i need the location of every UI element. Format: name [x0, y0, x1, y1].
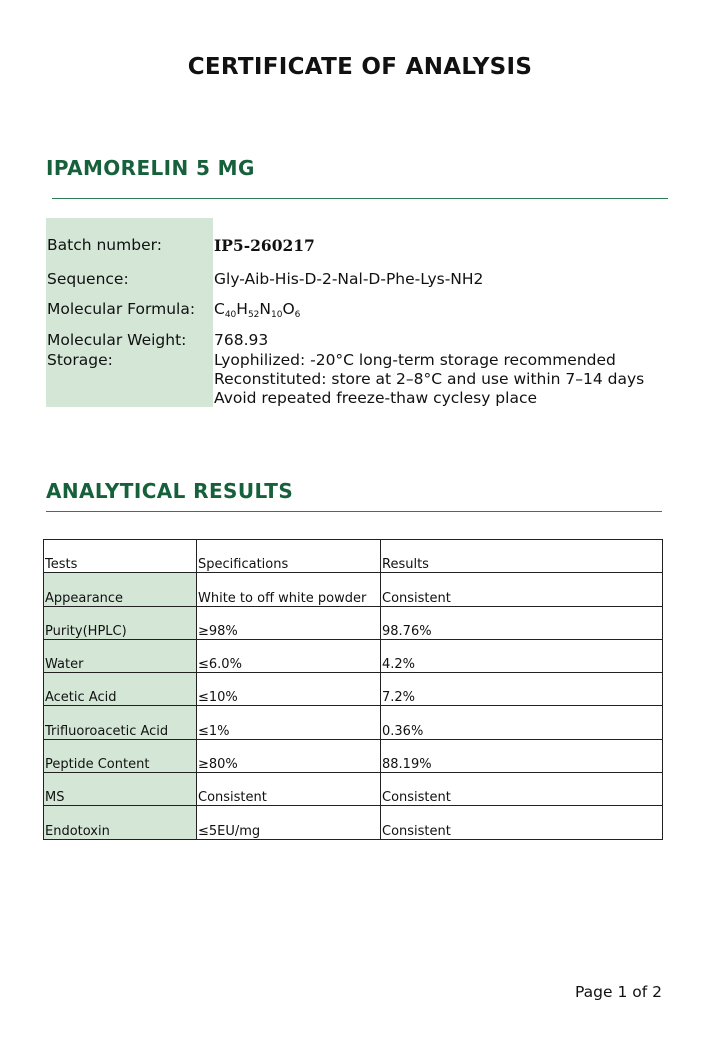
table-row — [44, 739, 663, 772]
storage-line: Lyophilized: -20°C long-term storage recommended — [214, 351, 616, 369]
test-cell: Purity(HPLC) — [44, 606, 197, 639]
result-cell: 7.2% — [381, 673, 663, 706]
test-cell: Trifluoroacetic Acid — [44, 706, 197, 739]
specification-cell: ≤1% — [197, 706, 381, 739]
header-cell-specifications: Specifications — [197, 540, 381, 573]
test-cell: Acetic Acid — [44, 673, 197, 706]
test-cell: MS — [44, 773, 197, 806]
test-cell: Water — [44, 639, 197, 672]
results-table — [43, 539, 663, 840]
table-row — [44, 573, 663, 606]
header-cell-tests: Tests — [44, 540, 197, 573]
storage-line: Avoid repeated freeze-thaw cyclesy place — [214, 389, 538, 407]
storage-line: Reconstituted: store at 2–8°C and use within 7–14 days — [214, 370, 645, 388]
table-row — [44, 639, 663, 672]
result-cell: 98.76% — [381, 606, 663, 639]
analytical-results-title: ANALYTICAL RESULTS — [46, 479, 294, 503]
table-row — [44, 673, 663, 706]
document-title: CERTIFICATE OF ANALYSIS — [187, 54, 533, 80]
result-cell: 88.19% — [381, 739, 663, 772]
batch-label: Batch number: — [47, 236, 162, 254]
specification-cell: ≤6.0% — [197, 639, 381, 672]
table-row — [44, 606, 663, 639]
test-cell: Appearance — [44, 573, 197, 606]
result-cell: Consistent — [381, 573, 663, 606]
sequence-value: Gly-Aib-His-D-2-Nal-D-Phe-Lys-NH2 — [214, 270, 484, 288]
result-cell: 0.36% — [381, 706, 663, 739]
specification-cell: ≤5EU/mg — [197, 806, 381, 839]
specification-cell: Consistent — [197, 773, 381, 806]
specification-cell: ≤10% — [197, 673, 381, 706]
page-number: Page 1 of 2 — [575, 983, 662, 1001]
product-divider — [52, 198, 668, 199]
specification-cell: ≥98% — [197, 606, 381, 639]
sequence-label: Sequence: — [47, 270, 129, 288]
header-cell-results: Results — [381, 540, 663, 573]
table-row — [44, 806, 663, 839]
result-cell: Consistent — [381, 773, 663, 806]
result-cell: Consistent — [381, 806, 663, 839]
table-header-row — [44, 540, 663, 573]
storage-value — [214, 351, 644, 408]
weight-value: 768.93 — [214, 331, 269, 349]
table-row — [44, 773, 663, 806]
batch-value: IP5-260217 — [214, 236, 315, 255]
analytical-divider — [46, 511, 662, 512]
table-row — [44, 706, 663, 739]
product-name: IPAMORELIN 5 MG — [46, 156, 255, 180]
weight-label: Molecular Weight: — [47, 331, 187, 349]
test-cell: Peptide Content — [44, 739, 197, 772]
specification-cell: ≥80% — [197, 739, 381, 772]
test-cell: Endotoxin — [44, 806, 197, 839]
specification-cell: White to off white powder — [197, 573, 381, 606]
formula-label: Molecular Formula: — [47, 300, 196, 318]
result-cell: 4.2% — [381, 639, 663, 672]
formula-value: $C_{40}H_{52}N_{10}O_6$ — [214, 300, 301, 320]
storage-label: Storage: — [47, 351, 113, 369]
